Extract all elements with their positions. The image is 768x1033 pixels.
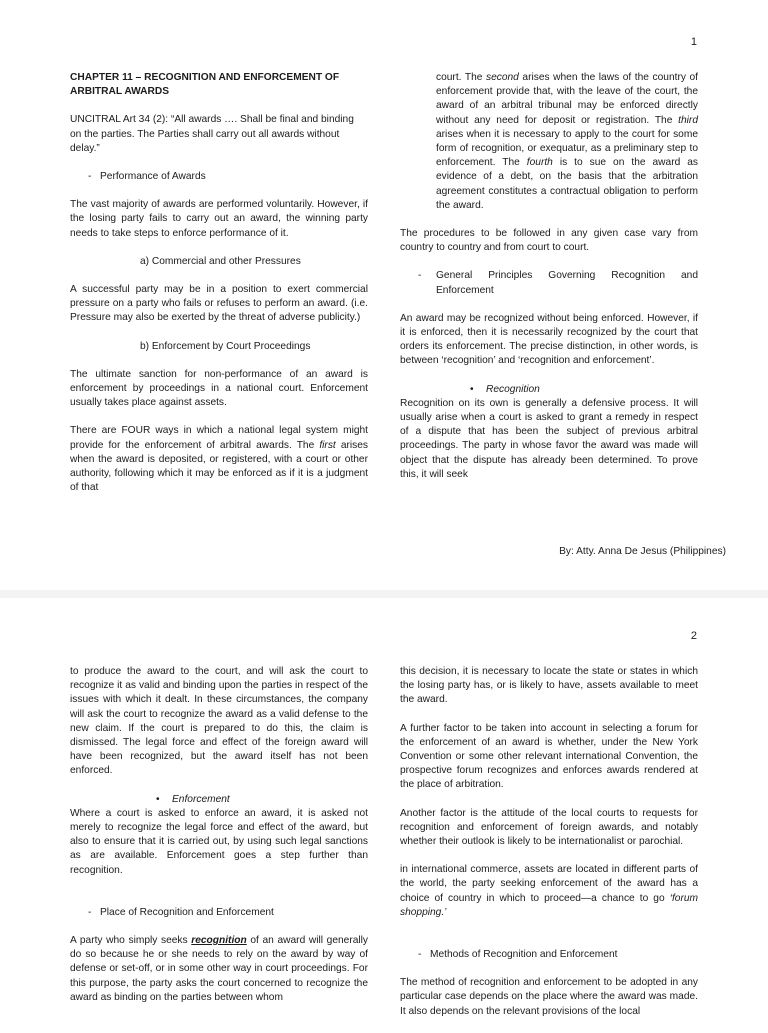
left-column — [70, 665, 368, 1019]
right-column — [400, 71, 698, 496]
paragraph-recognition: Recognition on its own is generally a defensive process. It will usually arise when a court is asked to grant a remedy in respect of a dispute that has been the subject of previous arbitral proceedings. The party in whose favor the award was made will object that the dispute has already been determined. To prove this, it will seek — [400, 397, 698, 480]
dash-marker: - — [418, 270, 422, 282]
left-column — [70, 71, 368, 509]
paragraph-another-factor: Another factor is the attitude of the local courts to requests for recognition and enforcement of foreign awards, and notably whether their outlook is likely to be internationalist or parochial. — [400, 807, 698, 848]
dash-marker: - — [88, 906, 92, 918]
paragraph-procedures: The procedures to be followed in any given case vary from country to country and from court to court. — [400, 228, 698, 254]
bullet-label: Enforcement — [172, 793, 230, 805]
paragraph-award-may: An award may be recognized without being enforced. However, if it is enforced, then it is necessarily recognized by the court that orders its enforcement. The precise distinction, in other words, is between ‘recognition’ and ‘recognition and enforcement’. — [400, 312, 698, 367]
page-separator — [0, 590, 768, 598]
heading-text: Methods of Recognition and Enforcement — [430, 949, 618, 961]
section-heading-methods — [400, 948, 698, 962]
bullet-glyph: • — [470, 383, 474, 395]
paragraph-vast-majority: The vast majority of awards are performed voluntarily. However, if the losing party fails to carry out an award, the winning party needs to take steps to enforce performance of it. — [70, 199, 368, 239]
paragraph-successful-party: A successful party may be in a position to exert commercial pressure on a party who fails or refuses to perform an award. (i.e. Pressure may also be exerted by the threat of adverse publicity.) — [70, 284, 368, 324]
paragraph-method: The method of recognition and enforcement to be adopted in any particular case depends on the place where the award was made. It also depends on the relevant provisions of the local — [400, 977, 698, 1017]
paragraph-decision: this decision, it is necessary to locate the state or states in which the losing party has, or is likely to have, assets available to meet the award. — [400, 666, 698, 706]
section-heading-general — [400, 269, 698, 297]
bullet-glyph: • — [156, 793, 160, 805]
paragraph-four-ways: There are FOUR ways in which a national legal system might provide for the enforcement of arbitral awards. The first arises when the award is deposited, or registered, with a court or other authority, following which it may be enforced as if it is a judgment of that — [70, 425, 368, 494]
heading-text: Place of Recognition and Enforcement — [100, 906, 274, 918]
section-heading-place — [70, 906, 368, 920]
heading-text: General Principles Governing Recognition and Enforcement — [436, 270, 698, 296]
paragraph-court-ways: court. The second arises when the laws of the country of enforcement provide that, with the leave of the court, the award of an arbitral tribunal may be enforced directly without any need for deposit or registration. The third arises when it is necessary to apply to the court for some form of recognition, or exequatur, as a preliminary step to enforcement. The fourth is to sue on the award as evidence of a debt, on the basis that the arbitration agreement constitutes a contractual obligation to perform the award. — [436, 72, 698, 211]
page-number: 1 — [690, 36, 697, 48]
page-number: 2 — [690, 630, 697, 642]
author-byline: By: Atty. Anna De Jesus (Philippines) — [559, 546, 726, 557]
paragraph-produce-award: to produce the award to the court, and will ask the court to recognize it as valid and binding upon the parties in respect of the issues with which it dealt. In these circumstances, the company will ask the court to recognize the award as a valid defense to the new claim. If the court is prepared to do this, the claim is dismissed. The legal force and effect of the foreign award will have been recognized, but the award itself has not been enforced. — [70, 666, 368, 777]
paragraph-simply-seeks: A party who simply seeks recognition of an award will generally do so because he or she needs to rely on the award by way of defense or set-off, or in some other way in court proceedings. For this purpose, the party asks the court concerned to recognize the award as binding on the parties between whom — [70, 935, 369, 1003]
document-page-2 — [0, 598, 768, 1024]
dash-marker: - — [418, 949, 422, 961]
bullet-recognition — [470, 383, 698, 397]
chapter-title: CHAPTER 11 – RECOGNITION AND ENFORCEMENT OF ARBITRAL AWARDS — [70, 72, 340, 98]
subheading-b: b) Enforcement by Court Proceedings — [140, 340, 311, 352]
paragraph-international-commerce: in international commerce, assets are located in different parts of the world, the party seeking enforcement of the award has a choice of country in which to proceed—a chance to go ‘forum shopping.’ — [400, 864, 698, 918]
bullet-enforcement — [156, 793, 368, 807]
subheading-a: a) Commercial and other Pressures — [140, 255, 301, 267]
uncitral-quote: UNCITRAL Art 34 (2): “All awards …. Shall be final and binding on the parties. The Parties shall carry out all awards without delay.” — [70, 114, 354, 154]
bullet-label: Recognition — [486, 383, 540, 395]
paragraph-ultimate-sanction: The ultimate sanction for non-performance of an award is enforcement by proceedings in a national court. Enforcement usually takes place against assets. — [70, 368, 368, 409]
paragraph-enforcement: Where a court is asked to enforce an award, it is asked not merely to recognize the legal force and effect of the award, but also to ensure that it is carried out, by using such legal sanctions as are available. Enforcement goes a step further than recognition. — [70, 807, 368, 876]
right-column — [400, 665, 698, 1033]
section-heading-performance — [70, 170, 368, 184]
dash-marker: - — [88, 171, 92, 183]
paragraph-further-factor: A further factor to be taken into account in selecting a forum for the enforcement of an award is whether, under the New York Convention or some other relevant international Convention, the prospective forum recognizes and enforces awards rendered at the place of arbitration. — [400, 722, 698, 791]
heading-text: Performance of Awards — [100, 171, 206, 183]
